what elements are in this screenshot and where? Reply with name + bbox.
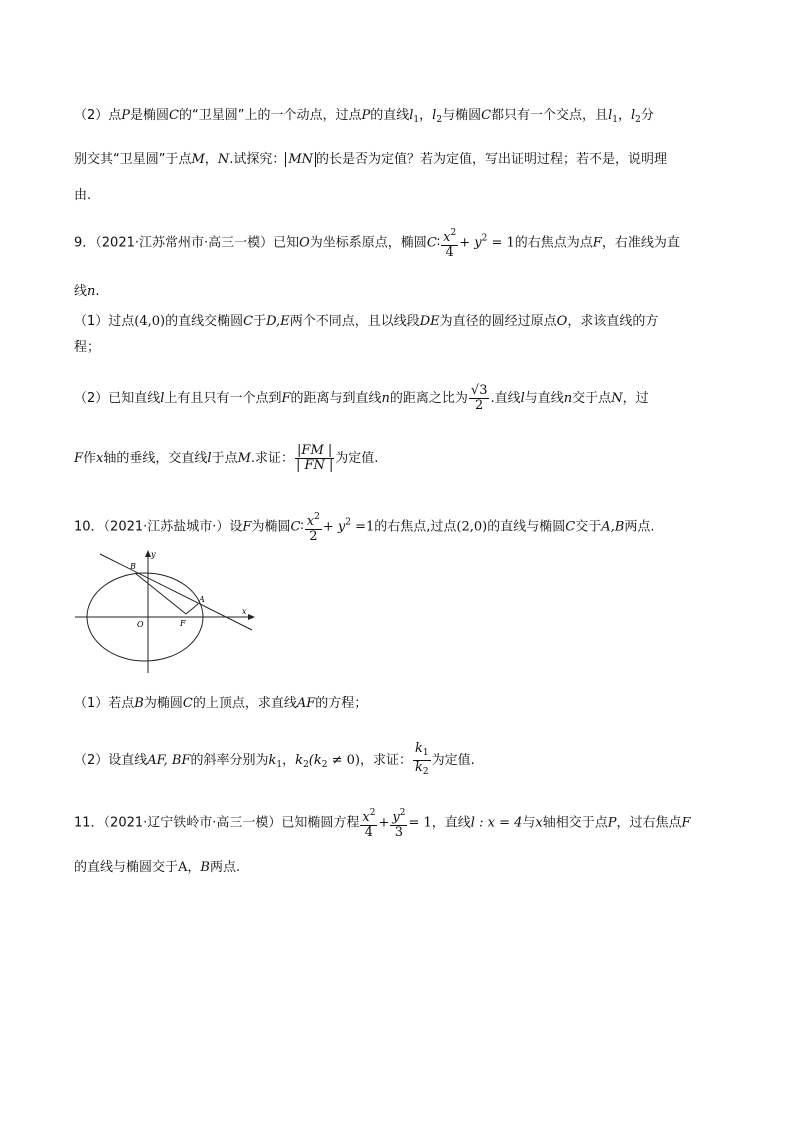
q10-part2: （2）设直线AF, BF的斜率分别为$k_1$，$k_2(k_2 \ne 0)$，求证： $\frac{k_1}{k_2}$ 为定值.	[74, 741, 475, 777]
q9-part2-line1: （2）已知直线l上有且只有一个点到F的距离与到直线n的距离之比为 $\frac{√3}{2}$ .直线l与直线n交于点N，过	[74, 383, 649, 413]
label-b: B	[130, 562, 136, 571]
q9-part2-line2: F作x轴的垂线，交直线l于点M.求证： $\frac{|FM |}{| FN |}$ 为定值.	[74, 443, 379, 473]
q9-stem-line1: 9．（2021·江苏常州市·高三一模）已知O为坐标系原点，椭圆C∶ $\frac{x^2}{4}$ + $y^2 = 1$的右焦点为点F，右准线为直	[74, 228, 680, 260]
q9-stem-line2: 线n.	[74, 284, 100, 299]
q9-part1-line2: 程；	[74, 340, 101, 355]
line-af	[186, 604, 198, 614]
fraction-x2-over-4: $\frac{x^2}{4}$	[443, 228, 457, 260]
q10-part1: （1）若点B为椭圆C的上顶点，求直线AF的方程；	[74, 696, 368, 711]
fraction-x2-over-4: $\frac{x^2}{4}$	[362, 808, 376, 840]
label-y: y	[151, 550, 156, 559]
label-o: O	[137, 620, 144, 629]
q8-part2-line1: （2）点P是椭圆C的“卫星圆”上的一个动点，过点P的直线$l_1$，$l_2$与椭圆C都只有一个交点，且$l_1$，$l_2$分	[74, 108, 654, 125]
q11-stem-line2: 的直线与椭圆交于A，B两点.	[74, 860, 241, 875]
q9-part1-line1: （1）过点(4,0)的直线交椭圆C于D,E两个不同点，且以线段DE为直径的圆经过原点O，求该直线的方	[74, 314, 659, 329]
fraction-fm-over-fn: $\frac{|FM |}{| FN |}$	[295, 443, 334, 473]
q8-part2-line3: 由.	[74, 188, 92, 203]
line-through-b-and-a	[100, 554, 252, 630]
ellipse-figure	[70, 548, 270, 673]
fraction-x2-over-2: $\frac{x^2}{2}$	[306, 512, 320, 544]
label-a: A	[199, 595, 205, 604]
label-x: x	[242, 607, 247, 616]
fraction-k1-over-k2: $\frac{k_1}{k_2}$	[415, 741, 429, 777]
q10-stem-line1: 10．（2021·江苏盐城市·）设F为椭圆C∶ $\frac{x^2}{2}$ + $y^2 =1$的右焦点,过点(2,0)的直线与椭圆C交于A,B两点.	[74, 512, 655, 544]
q8-part2-line2: 别交其“卫星圆”于点M，N.试探究： MN 的长是否为定值？若为定值，写出证明过程；若不是，说明理	[74, 152, 668, 167]
label-f: F	[180, 619, 186, 628]
x-axis-arrow	[248, 614, 255, 620]
q11-stem-line1: 11．（2021·辽宁铁岭市·高三一模）已知椭圆方程 $\frac{x^2}{4}$ + $\frac{y^2}{3}$ = 1，直线l : x = 4与x轴相交于点P，过右焦点F	[74, 808, 691, 840]
fraction-sqrt3-over-2: $\frac{√3}{2}$	[470, 383, 488, 413]
fraction-y2-over-3: $\frac{y^2}{3}$	[392, 808, 406, 840]
